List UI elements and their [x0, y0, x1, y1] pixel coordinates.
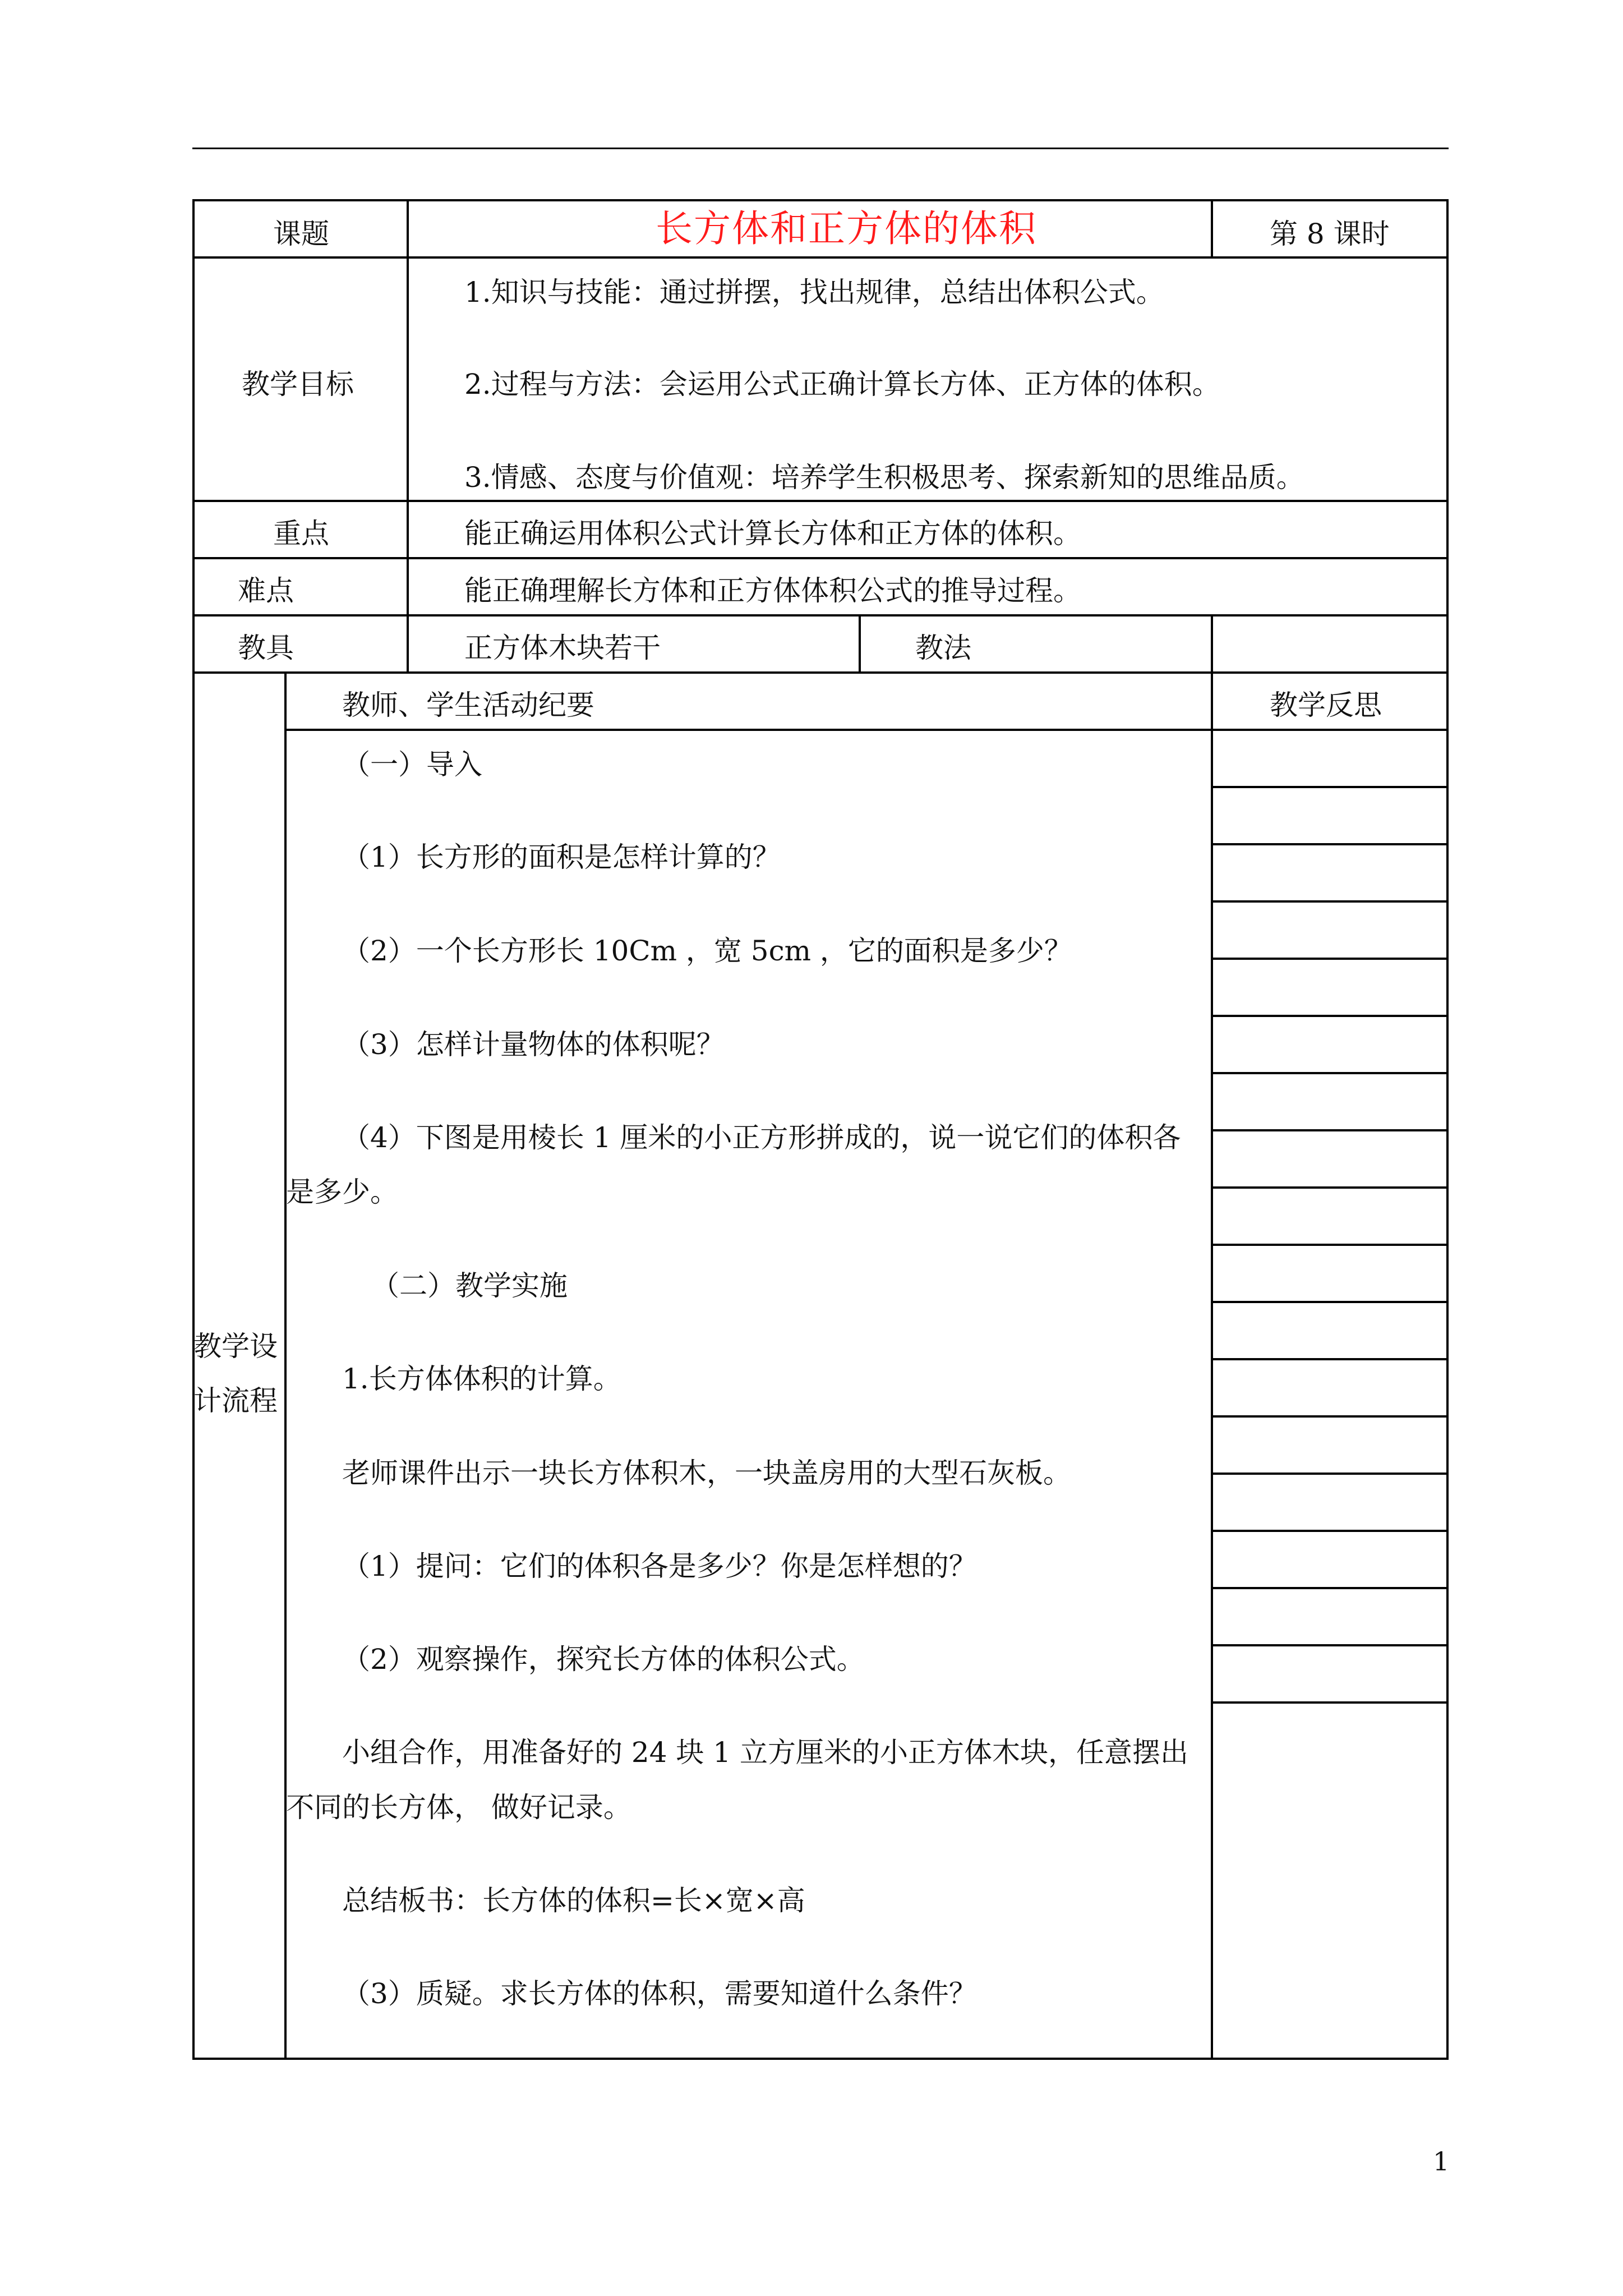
- flow-line: 老师课件出示一块长方体积木，一块盖房用的大型石灰板。: [342, 1457, 1071, 1489]
- row-divider: [192, 671, 1449, 674]
- table-border-bottom: [192, 2058, 1449, 2060]
- reflection-row-line: [1211, 1129, 1449, 1131]
- lesson-number: 第 8 课时: [1270, 218, 1390, 250]
- flow-line: （4）下图是用棱长 1 厘米的小正方形拼成的，说一说它们的体积各: [342, 1121, 1181, 1154]
- flow-line: （1）提问：它们的体积各是多少？你是怎样想的？: [342, 1550, 977, 1582]
- reflection-row-line: [1211, 786, 1449, 788]
- tools-label: 教具: [238, 632, 294, 664]
- key-point-text: 能正确运用体积公式计算长方体和正方体的体积。: [464, 517, 1081, 550]
- flow-line: （2）一个长方形长 10Cm ，宽 5cm ，它的面积是多少？: [342, 935, 1072, 967]
- col-divider: [284, 671, 287, 2060]
- flow-line: 小组合作，用准备好的 24 块 1 立方厘米的小正方体木块，任意摆出: [342, 1736, 1189, 1769]
- activities-header: 教师、学生活动纪要: [342, 689, 594, 721]
- row-divider: [192, 500, 1449, 502]
- reflection-row-line: [1211, 1072, 1449, 1074]
- objective-item: 3.情感、态度与价值观：培养学生积极思考、探索新知的思维品质。: [464, 461, 1304, 494]
- table-border-top: [192, 199, 1449, 201]
- reflection-row-line: [1211, 1186, 1449, 1189]
- flow-label: 计流程: [193, 1384, 278, 1417]
- row-divider: [192, 614, 1449, 616]
- flow-line: 不同的长方体， 做好记录。: [286, 1791, 631, 1824]
- reflection-row-line: [1211, 1415, 1449, 1418]
- header-rule: [192, 148, 1449, 149]
- objectives-label: 教学目标: [242, 368, 354, 401]
- flow-line: （3）质疑。求长方体的体积，需要知道什么条件？: [342, 1977, 977, 2010]
- reflection-row-line: [1211, 958, 1449, 960]
- difficulty-text: 能正确理解长方体和正方体体积公式的推导过程。: [464, 574, 1081, 607]
- reflection-row-line: [1211, 1587, 1449, 1589]
- row-divider: [284, 729, 1449, 731]
- reflection-header: 教学反思: [1270, 689, 1382, 721]
- difficulty-label: 难点: [238, 574, 294, 607]
- subject-label: 课题: [273, 218, 329, 250]
- reflection-row-line: [1211, 843, 1449, 845]
- reflection-row-line: [1211, 900, 1449, 903]
- table-border-left: [192, 199, 195, 2060]
- flow-line: （1）长方形的面积是怎样计算的？: [342, 841, 781, 873]
- flow-line: （2）观察操作，探究长方体的体积公式。: [342, 1643, 865, 1676]
- flow-line: （二）教学实施: [371, 1269, 568, 1302]
- reflection-row-line: [1211, 1644, 1449, 1646]
- method-label: 教法: [915, 632, 971, 664]
- reflection-row-line: [1211, 1015, 1449, 1017]
- reflection-row-line: [1211, 1701, 1449, 1704]
- tools-text: 正方体木块若干: [464, 632, 661, 664]
- flow-label: 教学设: [193, 1330, 278, 1363]
- row-divider: [192, 557, 1449, 559]
- objective-item: 1.知识与技能：通过拼摆，找出规律，总结出体积公式。: [464, 276, 1164, 309]
- lesson-title: 长方体和正方体的体积: [656, 207, 1037, 250]
- flow-line: 1.长方体体积的计算。: [342, 1363, 621, 1395]
- flow-line: （3）怎样计量物体的体积呢？: [342, 1028, 725, 1061]
- col-divider: [1211, 614, 1213, 2060]
- flow-line: 是多少。: [286, 1176, 398, 1208]
- reflection-row-line: [1211, 1530, 1449, 1532]
- flow-line: 总结板书：长方体的体积=长×宽×高: [342, 1884, 805, 1917]
- reflection-row-line: [1211, 1301, 1449, 1303]
- col-divider: [1211, 199, 1213, 259]
- reflection-row-line: [1211, 1473, 1449, 1475]
- reflection-row-line: [1211, 1358, 1449, 1360]
- flow-line: （一）导入: [342, 748, 482, 781]
- row-divider: [192, 256, 1449, 259]
- reflection-row-line: [1211, 1244, 1449, 1246]
- col-divider: [859, 614, 861, 674]
- objective-item: 2.过程与方法：会运用公式正确计算长方体、正方体的体积。: [464, 368, 1220, 401]
- col-divider: [407, 199, 409, 674]
- key-point-label: 重点: [273, 517, 329, 550]
- page-number: 1: [1433, 2146, 1450, 2177]
